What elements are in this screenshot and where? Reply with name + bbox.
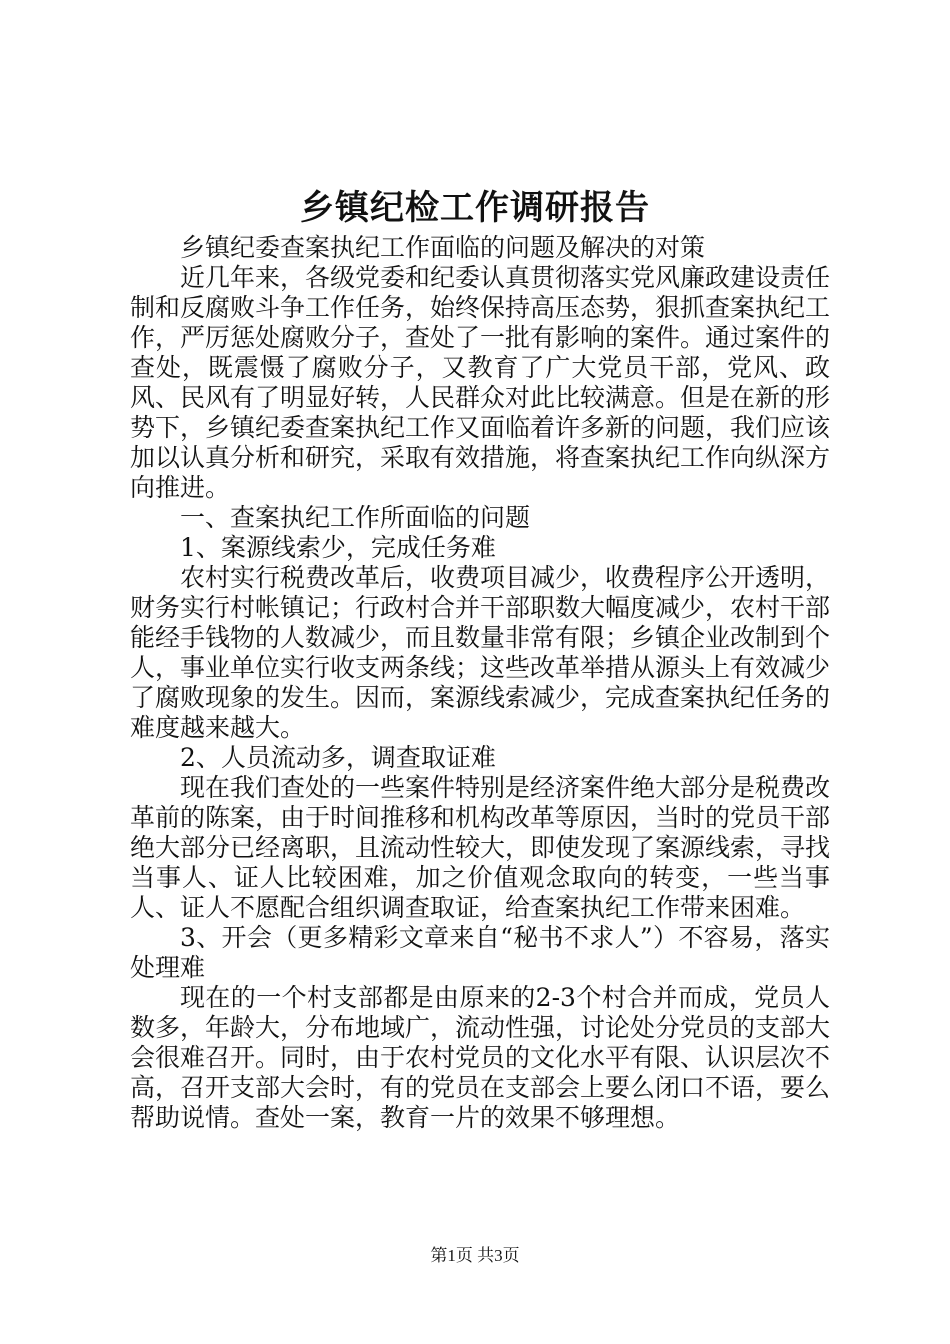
body-paragraph: 现在我们查处的一些案件特别是经济案件绝大部分是税费改革前的陈案，由于时间推移和机构改革等原因，当时的党员干部绝大部分已经离职，且流动性较大，即使发现了案源线索，寻找当事人、证人比较困难，加之价值观念取向的转变，一些当事人、证人不愿配合组织调查取证，给查案执纪工作带来困难。: [130, 773, 831, 922]
document-body: [130, 233, 830, 1133]
subtitle-paragraph: 乡镇纪委查案执纪工作面临的问题及解决的对策: [180, 233, 706, 262]
section-heading: 一、查案执纪工作所面临的问题: [180, 503, 531, 532]
body-paragraph: 农村实行税费改革后，收费项目减少，收费程序公开透明，财务实行村帐镇记；行政村合并干部职数大幅度减少，农村干部能经手钱物的人数减少，而且数量非常有限；乡镇企业改制到个人，事业单位实行收支两条线；这些改革举措从源头上有效减少了腐败现象的发生。因而，案源线索减少，完成查案执纪任务的难度越来越大。: [130, 563, 831, 742]
subsection-heading: 2、人员流动多，调查取证难: [180, 743, 496, 772]
subsection-heading: 1、案源线索少，完成任务难: [180, 533, 496, 562]
document-title: 乡镇纪检工作调研报告: [300, 188, 650, 228]
subsection-heading: 3、开会（更多精彩文章来自“秘书不求人”）不容易，落实处理难: [130, 923, 830, 982]
body-paragraph: 现在的一个村支部都是由原来的2-3个村合并而成，党员人数多，年龄大，分布地域广，流动性强，讨论处分党员的支部大会很难召开。同时，由于农村党员的文化水平有限、认识层次不高，召开支部大会时，有的党员在支部会上要么闭口不语，要么帮助说情。查处一案，教育一片的效果不够理想。: [130, 983, 831, 1132]
page-number-footer: 第1页 共3页: [430, 1246, 520, 1265]
intro-paragraph: 近几年来，各级党委和纪委认真贯彻落实党风廉政建设责任制和反腐败斗争工作任务，始终保持高压态势，狠抓查案执纪工作，严厉惩处腐败分子，查处了一批有影响的案件。通过案件的查处，既震慑了腐败分子，又教育了广大党员干部，党风、政风、民风有了明显好转，人民群众对此比较满意。但是在新的形势下，乡镇纪委查案执纪工作又面临着许多新的问题，我们应该加以认真分析和研究，采取有效措施，将查案执纪工作向纵深方向推进。: [130, 263, 831, 502]
